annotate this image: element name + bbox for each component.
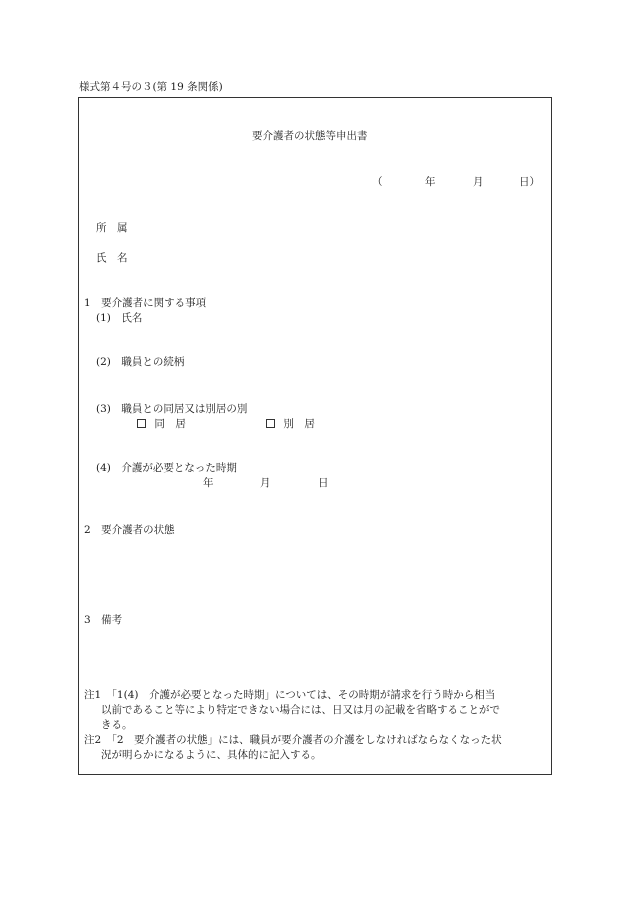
section1-item4-care-start: (4) 介護が必要となった時期 (96, 462, 237, 474)
note1-line3: きる。 (101, 719, 133, 731)
care-start-year-label: 年 (203, 477, 214, 489)
name-label: 氏 名 (96, 252, 128, 264)
note2-line1: 注2 「2 要介護者の状態」には、職員が要介護者の介護をしなければならなくなった状 (84, 734, 502, 746)
care-start-month-label: 月 (260, 477, 271, 489)
section1-item1-name: (1) 氏名 (96, 312, 143, 324)
checkbox-living-together[interactable] (137, 419, 146, 428)
section3-heading: 3 備考 (84, 614, 123, 626)
form-title: 要介護者の状態等申出書 (252, 130, 368, 142)
section1-heading: 1 要介護者に関する事項 (84, 297, 207, 309)
section1-item2-relationship: (2) 職員との続柄 (96, 356, 185, 368)
option-living-separately-label: 別 居 (283, 418, 315, 430)
form-number-label: 様式第４号の３(第 19 条関係) (79, 81, 223, 93)
date-month-label: 月 (473, 176, 484, 188)
option-living-separately[interactable] (266, 417, 315, 431)
section2-heading: 2 要介護者の状態 (84, 524, 175, 536)
date-year-label: 年 (425, 176, 436, 188)
checkbox-living-separately[interactable] (266, 419, 275, 428)
note1-line1: 注1 「1(4) 介護が必要となった時期」については、その時期が請求を行う時から相当 (84, 689, 496, 701)
care-start-day-label: 日 (318, 477, 329, 489)
date-open-paren: （ (372, 176, 383, 188)
section1-item3-residence: (3) 職員との同居又は別居の別 (96, 403, 248, 415)
date-day-label: 日） (519, 176, 540, 188)
affiliation-label: 所 属 (96, 222, 128, 234)
form-frame (78, 97, 552, 775)
note1-line2: 以前であること等により特定できない場合には、日又は月の記載を省略することがで (101, 704, 500, 716)
note2-line2: 況が明らかになるように、具体的に記入する。 (101, 749, 322, 761)
option-living-together[interactable] (137, 417, 186, 431)
option-living-together-label: 同 居 (154, 418, 186, 430)
